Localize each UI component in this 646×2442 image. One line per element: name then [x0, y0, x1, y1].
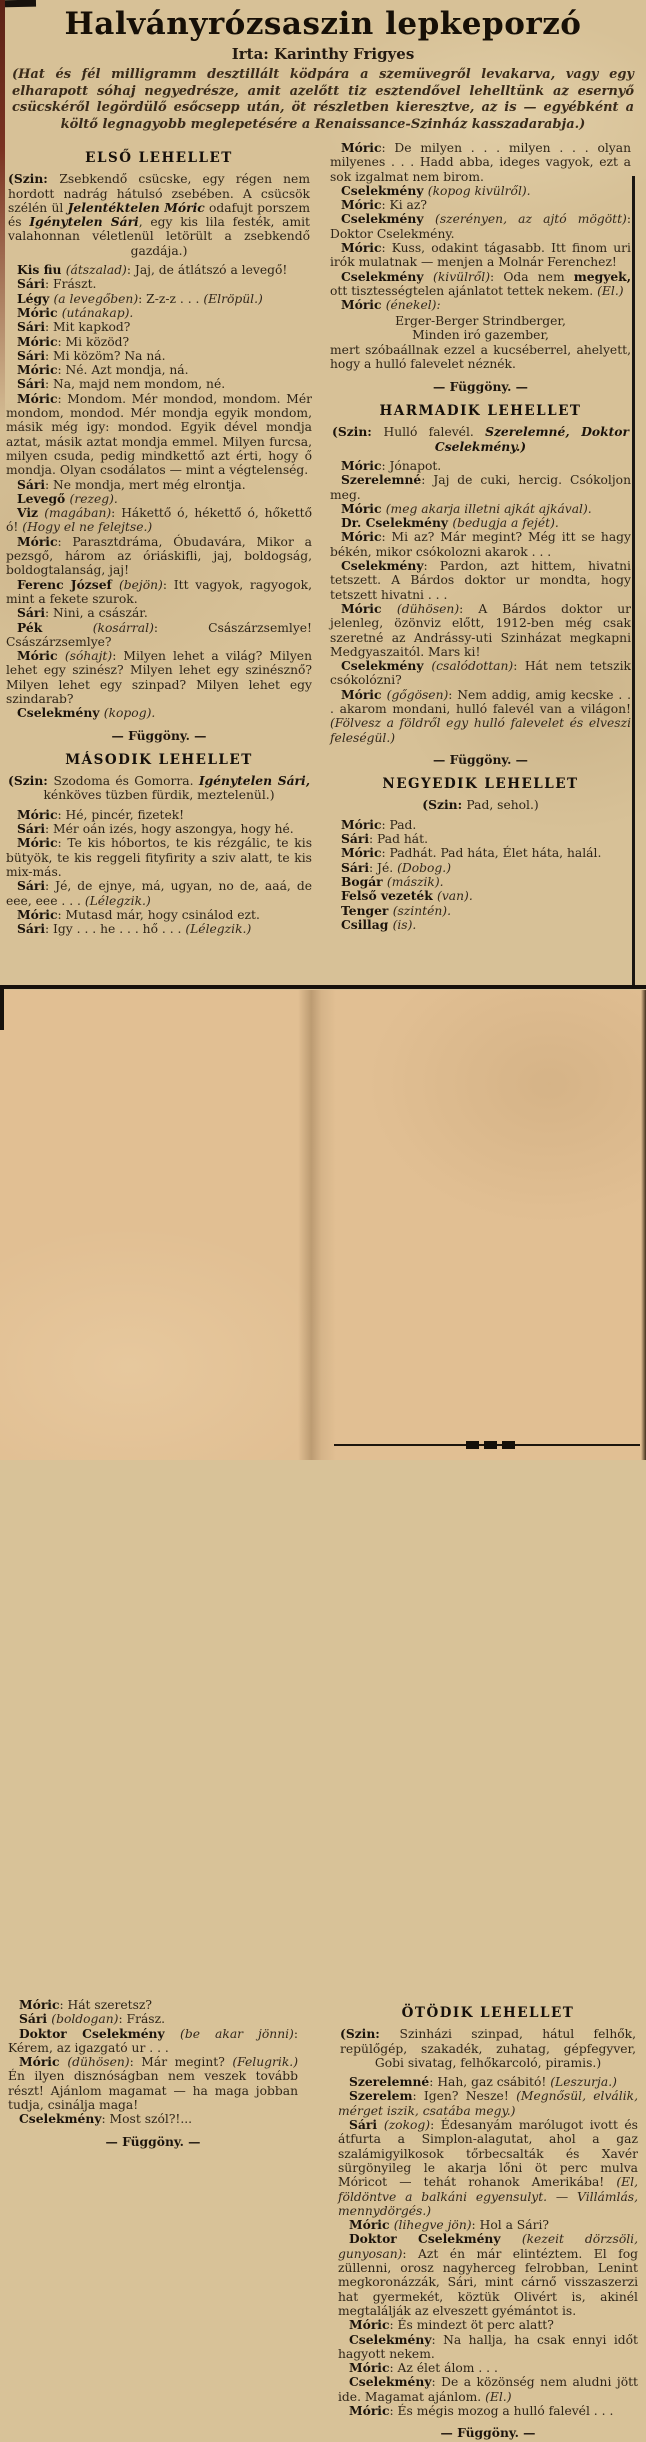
scan-corner-mark: [0, 0, 36, 7]
speaker-name: Móric: [341, 816, 382, 832]
speech-text: : Doktor Cselekmény.: [330, 212, 631, 241]
speaker-name: Kis fiu: [17, 262, 66, 278]
dialogue-line: [330, 889, 631, 903]
speaker-name: Dr. Cselekmény: [341, 515, 453, 531]
speaker-name: Szerelemné: [349, 2074, 430, 2090]
speaker-name: Móric: [17, 333, 58, 349]
dialogue-line: [6, 335, 312, 349]
dialogue-line: [330, 198, 631, 212]
speaker-name: (Szin:: [422, 797, 467, 813]
dialogue-line: [330, 918, 631, 932]
stage-direction: (Megnősül, elválik, mérget iszik, csatába megy.): [338, 2089, 638, 2118]
dialogue-line: [330, 602, 631, 659]
speech-text: : Kuss, odakint tágasabb. Itt finom uri irók mulatnak — menjen a Molnár Ferenchez!: [330, 241, 631, 270]
top-clipping: [0, 0, 646, 986]
speech-text: : Mit kapkod?: [45, 320, 131, 335]
speech-text: Hulló falevél.: [383, 425, 486, 440]
dialogue-line: [8, 2055, 298, 2112]
speaker-name: Móric: [341, 140, 382, 155]
act-heading: ELSŐ LEHELLET: [85, 150, 233, 166]
dialogue-line: [6, 306, 312, 320]
stage-direction: (bedugja a fejét).: [452, 516, 559, 531]
dialogue-line: [330, 530, 631, 559]
right-column-rule: [632, 176, 635, 985]
speech-text: Szodoma és Gomorra.: [53, 774, 199, 789]
bottom-left-edge-mark: [0, 988, 4, 1030]
dialogue-line: [330, 832, 631, 846]
speaker-name: Sári: [19, 2011, 52, 2027]
dialogue-line: [6, 836, 312, 879]
dialogue-line: [330, 818, 631, 832]
speech-text: : Pad.: [381, 817, 417, 832]
dialogue-line: [338, 2118, 638, 2218]
left-edge-stain: [0, 0, 5, 430]
dialogue-line: [6, 606, 312, 620]
end-rule-dash: [502, 1441, 515, 1449]
dialogue-line: [330, 559, 631, 602]
stage-direction: (El.): [597, 283, 624, 298]
speaker-name: Cselekmény: [341, 558, 424, 574]
speech-text: : Most szól?!...: [101, 2112, 193, 2127]
speech-text: : Ne mondja, mert még elrontja.: [45, 477, 246, 492]
stage-direction: (énekel):: [385, 298, 441, 313]
stage-direction: (zokog): [383, 2118, 431, 2133]
dialogue-line: [330, 184, 631, 198]
speech-text: Én ilyen disznóságban nem veszek tovább részt! Ajánlom magamat — ha maga jobban tudja, csinálja maga!: [8, 2069, 298, 2113]
speech-text: , egy kis lila festék, amit valahonnan véletlenül letörült a zsebkendő gazdája.): [8, 215, 310, 258]
dialogue-line: [6, 349, 312, 363]
speech-text: : Hah, gaz csábitó!: [429, 2075, 551, 2090]
stage-direction: (a levegőben): [53, 291, 139, 306]
curtain-marker: — Függöny. —: [433, 751, 528, 767]
speaker-name: Sári: [17, 347, 45, 363]
speaker-name: Viz: [17, 505, 45, 521]
speaker-name: Móric: [17, 835, 58, 851]
speaker-name: Pék: [17, 619, 93, 635]
speech-text: : És mindezt öt perc alatt?: [389, 2318, 554, 2333]
dialogue-line: [330, 861, 631, 875]
stage-direction: (szintén).: [392, 903, 451, 918]
scene-description: [6, 172, 312, 258]
stage-direction: (kivülről): [433, 269, 491, 284]
speech-text: : Pardon, azt hittem, hivatni tetszett. A Bárdos doktor ur mondta, hogy tetszett hivatni . . .: [330, 559, 631, 602]
dialogue-line: [330, 241, 631, 270]
speech-text: : Igy . . . he . . . hő . . .: [45, 922, 186, 937]
speaker-name: Szerelemné: [341, 472, 422, 488]
curtain-marker: — Függöny. —: [440, 2425, 536, 2441]
speaker-name: Felső vezeték: [341, 888, 438, 904]
column-top-left: [6, 141, 312, 983]
stage-direction: (be akar jönni): [180, 2026, 294, 2041]
speech-text: ott tisztességtelen ajánlatot tettek nekem.: [330, 283, 598, 298]
speech-text: : Na, majd nem mondom, né.: [45, 377, 226, 392]
stage-direction: (dühösen): [67, 2055, 130, 2070]
speaker-name: Móric: [341, 686, 387, 702]
stage-direction: (dühösen): [396, 601, 460, 616]
stage-direction: (boldogan): [51, 2012, 119, 2027]
dialogue-line: [330, 904, 631, 918]
bottom-right-edge-shadow: [641, 990, 646, 1460]
speech-text: : Hol a Sári?: [471, 2218, 549, 2233]
curtain-marker: — Függöny. —: [433, 378, 528, 394]
dialogue-line: [6, 320, 312, 334]
dialogue-line: [6, 535, 312, 578]
dialogue-line: [6, 808, 312, 822]
speaker-name: Móric: [349, 2360, 390, 2376]
speech-text: Pad, sehol.): [466, 798, 539, 813]
speech-text: : Mondom. Mér mondod, mondom. Mér mondom, mondod. Mér mondja egyik mondom, másik még igy: mondod. Egyik dével mondja aztat, másik aztat mondja emmel. Milyen furcsa, milyen csuda, pedig mindkettő azt érti, hogy ő mondja. Olyan csodálatos — mint a végtelenség.: [6, 391, 312, 478]
stage-direction: (El, földöntve a balkáni egyensulyt. — Villámlás, mennydörgés.): [338, 2175, 638, 2218]
dialogue-line: [338, 2075, 638, 2089]
speech-text: : Frász.: [118, 2012, 165, 2027]
speaker-name: Tenger: [341, 902, 393, 918]
article-title: Halványrózsaszin lepkeporzó: [64, 6, 582, 42]
speaker-name: (Szin:: [8, 171, 60, 187]
stage-direction: (utánakap).: [61, 305, 134, 320]
dialogue-line: [338, 2089, 638, 2118]
speech-text: : Nini, a császár.: [45, 606, 148, 621]
dialogue-line: [338, 2333, 638, 2362]
dialogue-line: [8, 2027, 298, 2056]
column-top-right: [330, 141, 631, 983]
dialogue-line: [330, 659, 631, 688]
speaker-name: Móric: [341, 297, 386, 313]
speech-text: : Ki az?: [381, 198, 427, 213]
speech-text: : Padhát. Pad háta, Élet háta, halál.: [381, 846, 602, 861]
speech-text: : Császárzsemlye! Császárzsemlye?: [6, 620, 312, 649]
speech-text: : Na hallja, ha csak ennyi időt hagyott nekem.: [338, 2332, 638, 2361]
dialogue-line: [330, 459, 631, 473]
speaker-name: Csillag: [341, 916, 393, 932]
speech-text: : Mi közöm? Na ná.: [45, 348, 166, 363]
stage-direction: (kopog kivülről).: [427, 183, 531, 198]
stage-direction: (lihegve jön): [393, 2218, 472, 2233]
scene-description: [330, 425, 631, 454]
dialogue-line: [330, 141, 631, 184]
stage-direction: (is).: [392, 917, 417, 932]
dialogue-line: [6, 908, 312, 922]
dialogue-line: [6, 377, 312, 391]
speaker-name: Doktor Cselekmény: [19, 2025, 181, 2041]
stage-direction: (mászik).: [386, 874, 444, 889]
speaker-name: Móric: [349, 2317, 390, 2333]
dialogue-line: [338, 2361, 638, 2375]
stage-direction: (Hogy el ne felejtse.): [22, 520, 153, 535]
dialogue-line: [6, 506, 312, 535]
speaker-name: Móric: [19, 1997, 60, 2012]
dialogue-line: [6, 578, 312, 607]
speech-text: : Már megint?: [129, 2055, 233, 2070]
dialogue-line: [6, 822, 312, 836]
scene-description: [6, 774, 312, 803]
speaker-name: Cselekmény: [349, 2374, 432, 2390]
stage-direction: (gőgösen): [386, 687, 449, 702]
dialogue-line: [338, 2375, 638, 2404]
end-rule-dash: [466, 1441, 479, 1449]
dialogue-line: [6, 649, 312, 706]
stage-direction: (kezeit dörzsöli, gunyosan): [338, 2232, 639, 2261]
dialogue-line: [330, 212, 631, 241]
speaker-name: Móric: [341, 197, 382, 213]
scene-description: [338, 2027, 638, 2070]
speech-text: : Az élet álom . . .: [389, 2361, 498, 2376]
speech-text: odafujt porszem és: [8, 200, 310, 230]
character-name: Szerelemné, Doktor Cselekmény.): [434, 424, 629, 454]
character-name: Igénytelen Sári: [29, 214, 139, 230]
speaker-name: Sári: [17, 376, 45, 392]
speech-text: : Jé, de ejnye, má, ugyan, no de, aaá, de eee, eee . . .: [6, 879, 312, 908]
speech-text: : Mi közöd?: [57, 334, 130, 349]
dialogue-line: [8, 1998, 298, 2012]
character-name: Igénytelen Sári,: [198, 773, 310, 789]
stage-direction: (Leszurja.): [550, 2075, 617, 2090]
dialogue-line: [6, 263, 312, 277]
dialogue-line: [338, 2232, 638, 2318]
dialogue-line: [330, 270, 631, 299]
speech-text: : Né. Azt mondja, ná.: [57, 363, 189, 378]
speech-text: Zsebkendő csücske, egy régen nem hordott nadrág hátulsó zsebében. A csücsök szélén ül: [8, 172, 310, 215]
dialogue-line: [330, 343, 631, 372]
speaker-name: Sári: [17, 605, 45, 621]
dialogue-line: [6, 492, 312, 506]
speaker-name: Cselekmény: [341, 658, 432, 674]
speaker-name: (Szin:: [8, 773, 54, 789]
dialogue-line: [330, 473, 631, 502]
speech-text: : Parasztdráma, Óbudavára, Mikor a pezsgő, három az óriáskifli, jaj, boldogság, boldogtalanság, jaj!: [6, 534, 312, 578]
speaker-name: Cselekmény: [341, 182, 428, 198]
end-rule-dash: [484, 1441, 497, 1449]
dialogue-line: [338, 2218, 638, 2232]
speech-text: mert szóbaállnak ezzel a kucséberrel, ahelyett, hogy a hulló falevelet néznék.: [330, 343, 631, 372]
scene-description: [330, 798, 631, 812]
dialogue-line: [338, 2404, 638, 2418]
stage-direction: (Lélegzik.): [185, 922, 252, 937]
stage-direction: (Elröpül.): [203, 291, 263, 306]
speaker-name: Sári: [17, 821, 45, 837]
speech-text: : Kérem, az igazgató ur . . .: [8, 2026, 299, 2055]
speech-text: : Igen? Nesze!: [412, 2089, 517, 2104]
speaker-name: Móric: [17, 806, 58, 822]
speaker-name: Móric: [341, 240, 382, 256]
speech-text: : Nem addig, amig kecske . . . akarom mondani, hulló falevél van a világon!: [330, 687, 632, 716]
speaker-name: Móric: [17, 390, 58, 406]
speaker-name: Móric: [341, 845, 382, 861]
stage-direction: (Lélegzik.): [84, 893, 151, 908]
speaker-name: Móric: [19, 2054, 68, 2070]
dialogue-line: [338, 2318, 638, 2332]
dialogue-line: [330, 298, 631, 312]
column-bottom-right: [338, 1996, 638, 2442]
dialogue-line: [6, 621, 312, 650]
stage-direction: (átszalad): [65, 263, 127, 278]
stage-direction: (rezeg).: [69, 491, 118, 506]
act-heading: NEGYEDIK LEHELLET: [382, 776, 579, 793]
dialogue-line: [6, 706, 312, 720]
speaker-name: Légy: [17, 290, 54, 306]
speaker-name: Sári: [17, 276, 45, 292]
speech-text: : Jónapot.: [381, 458, 442, 473]
speech-text: : Hát nem tetszik csókolózni?: [330, 659, 631, 688]
speech-text: : Hákettő ó, hékettő ó, hőkettő ó!: [6, 506, 312, 535]
speech-text: : Jaj, de átlátszó a levegő!: [126, 263, 288, 278]
dialogue-line: [6, 277, 312, 291]
speech-text: : Z-z-z . . .: [138, 291, 204, 306]
dialogue-line: [330, 516, 631, 530]
speech-text: : Jé.: [369, 860, 398, 875]
stage-direction: (kosárral): [92, 620, 154, 635]
verse-line: Minden iró gazember,: [412, 327, 549, 342]
speech-text: kénköves tüzben fürdik, meztelenül.): [43, 788, 275, 803]
speaker-name: Sári: [17, 476, 45, 492]
act-heading: HARMADIK LEHELLET: [379, 403, 582, 420]
stage-direction: (meg akarja illetni ajkát ajkával).: [385, 501, 592, 516]
stage-direction: (magában): [44, 506, 112, 521]
speaker-name: Levegő: [17, 490, 70, 506]
stage-direction: (Felugrik.): [232, 2055, 298, 2070]
speaker-name: Cselekmény: [349, 2331, 432, 2347]
speech-text: : Pad hát.: [369, 832, 428, 847]
stage-direction: (El.): [485, 2389, 512, 2404]
speaker-name: Móric: [17, 362, 58, 378]
stage-direction: (szerényen, az ajtó mögött): [435, 212, 627, 227]
speaker-name: Cselekmény: [17, 705, 104, 721]
stage-direction: (Fölvesz a földről egy hulló falevelet és elveszi feleségül.): [330, 716, 631, 745]
dialogue-line: [6, 292, 312, 306]
speech-text: : Édesanyám marólugot ivott és átfurta a Simplon-alagutat, ahol a gaz szalámigyilkosok tőrbecsalták és Xavér sürgönyileg le akarja lőni öt perc mulva Móricot — tehát rohanok Amerikába!: [338, 2118, 638, 2190]
speech-text: : És mégis mozog a hulló falevél . . .: [389, 2404, 614, 2419]
speech-text: Szinházi szinpad, hátul felhők, repülőgép, szakadék, zuhatag, gépfegyver, Gobi sivatag, felhőkarcoló, piramis.): [340, 2027, 636, 2070]
speaker-name: Sári: [349, 2117, 384, 2133]
stage-direction: (bejön): [118, 577, 163, 592]
speech-text: : Azt én már elintéztem. El fog züllenni, orosz nagyherceg felrobban, Lenint megkoronázzák, Sári, mint cárnő visszaszerzi hat gyermekét, köztük Olivért is, akinél megtalálják az elveszett gyémántot is.: [338, 2246, 638, 2318]
speaker-name: Móric: [341, 500, 386, 516]
stage-direction: (csalódottan): [431, 659, 514, 674]
speech-text: : Mutasd már, hogy csinálod ezt.: [57, 907, 260, 922]
speaker-name: Bogár: [341, 873, 387, 889]
stage-direction: (Dobog.): [397, 860, 451, 875]
stage-direction: (van).: [437, 889, 473, 904]
dialogue-line: [330, 688, 631, 745]
dialogue-line: [6, 478, 312, 492]
speaker-name: Cselekmény: [341, 268, 434, 284]
speaker-name: Sári: [17, 319, 45, 335]
speech-text: : Mér oán izés, hogy aszongya, hogy hé.: [45, 822, 294, 837]
curtain-marker: — Függöny. —: [105, 2133, 201, 2149]
speaker-name: Sári: [341, 859, 369, 875]
speaker-name: Cselekmény: [19, 2111, 102, 2127]
speaker-name: Móric: [341, 457, 382, 473]
speaker-name: Sári: [17, 921, 45, 937]
dialogue-line: [6, 922, 312, 936]
speaker-name: megyek,: [573, 268, 631, 284]
dialogue-line: [330, 875, 631, 889]
stage-direction: (kopog).: [103, 706, 156, 721]
bottom-column-gap-shadow: [298, 990, 336, 1460]
speech-text: : Hát szeretsz?: [59, 1998, 152, 2012]
dialogue-line: [8, 2012, 298, 2026]
speech-text: : Hé, pincér, fizetek!: [57, 807, 185, 822]
horizontal-divider-rule: [0, 985, 646, 989]
speaker-name: Sári: [17, 878, 45, 894]
speech-text: : De a közönség nem aludni jött ide. Magamat ajánlom.: [338, 2375, 638, 2404]
speaker-name: Móric: [341, 600, 397, 616]
dialogue-line: [6, 392, 312, 478]
article-intro: (Hat és fél milligramm desztillált ködpára a szemüvegről levakarva, vagy egy elharapott sóhaj negyedrésze, amit azelőtt tiz esztendővel lehelltünk az esernyő csücskéről legördülő esőcsepp után, öt részletben kieresztve, az is — egyébként a költő legnagyobb meglepetésére a Renaissance-Szinház kasszadarabja.): [12, 67, 634, 132]
dialogue-line: [6, 879, 312, 908]
verse-line: Erger-Berger Strindberger,: [395, 313, 566, 328]
speech-text: : Oda nem: [490, 269, 574, 284]
speech-text: : Frászt.: [45, 277, 97, 292]
speech-text: : Milyen lehet a világ? Milyen lehet egy szinész? Milyen lehet egy szinésznő? Milyen lehet egy szinpad? Milyen lehet egy szindarab?: [6, 649, 312, 706]
curtain-marker: — Függöny. —: [111, 727, 207, 743]
speaker-name: Móric: [17, 304, 62, 320]
dialogue-line: [330, 846, 631, 860]
speaker-name: Móric: [17, 533, 58, 549]
speech-text: : Jaj de cuki, hercig. Csókoljon meg.: [330, 473, 631, 502]
speaker-name: Ferenc József: [17, 576, 119, 592]
speaker-name: Móric: [17, 906, 58, 922]
speech-text: : Itt vagyok, ragyogok, mint a fekete szurok.: [6, 577, 312, 606]
speaker-name: Móric: [349, 2217, 394, 2233]
stage-direction: (sóhajt): [64, 649, 113, 664]
dialogue-line: [8, 2112, 298, 2126]
column-bottom-left: [8, 1998, 298, 2438]
speaker-name: Móric: [341, 529, 382, 545]
speaker-name: Móric: [17, 648, 65, 664]
speech-text: : Mi az? Már megint? Még itt se hagy békén, mikor csókolozni akarok . . .: [330, 530, 631, 559]
song-verse: [330, 314, 631, 343]
article-byline: Irta: Karinthy Frigyes: [231, 45, 415, 63]
dialogue-line: [6, 363, 312, 377]
character-name: Jelentéktelen Móric: [67, 199, 205, 215]
speech-text: : Te kis hóbortos, te kis rézgálic, te kis bütyök, te kis reggeli fityfirity a sziv alatt, te kis mix-más.: [6, 836, 312, 879]
speaker-name: Móric: [349, 2403, 390, 2419]
speaker-name: Cselekmény: [341, 211, 436, 227]
speaker-name: (Szin:: [332, 424, 384, 440]
speaker-name: Doktor Cselekmény: [349, 2231, 522, 2247]
speech-text: : De milyen . . . milyen . . . olyan milyenes . . . Hadd abba, ideges vagyok, ezt a sok izgalmat nem birom.: [330, 141, 631, 184]
speaker-name: (Szin:: [340, 2026, 400, 2042]
speaker-name: Szerelem: [349, 2088, 413, 2104]
act-heading: MÁSODIK LEHELLET: [65, 751, 253, 768]
speaker-name: Sári: [341, 831, 369, 847]
speech-text: : A Bárdos doktor ur jelenleg, özönviz előtt, 1912-ben még csak szeretné az Andrássy-uti Szinházat megkapni Medgyaszaitól. Mars ki!: [330, 601, 632, 659]
dialogue-line: [330, 502, 631, 516]
end-of-article-rule: [334, 1440, 640, 1450]
act-heading: ÖTÖDIK LEHELLET: [401, 2005, 575, 2021]
